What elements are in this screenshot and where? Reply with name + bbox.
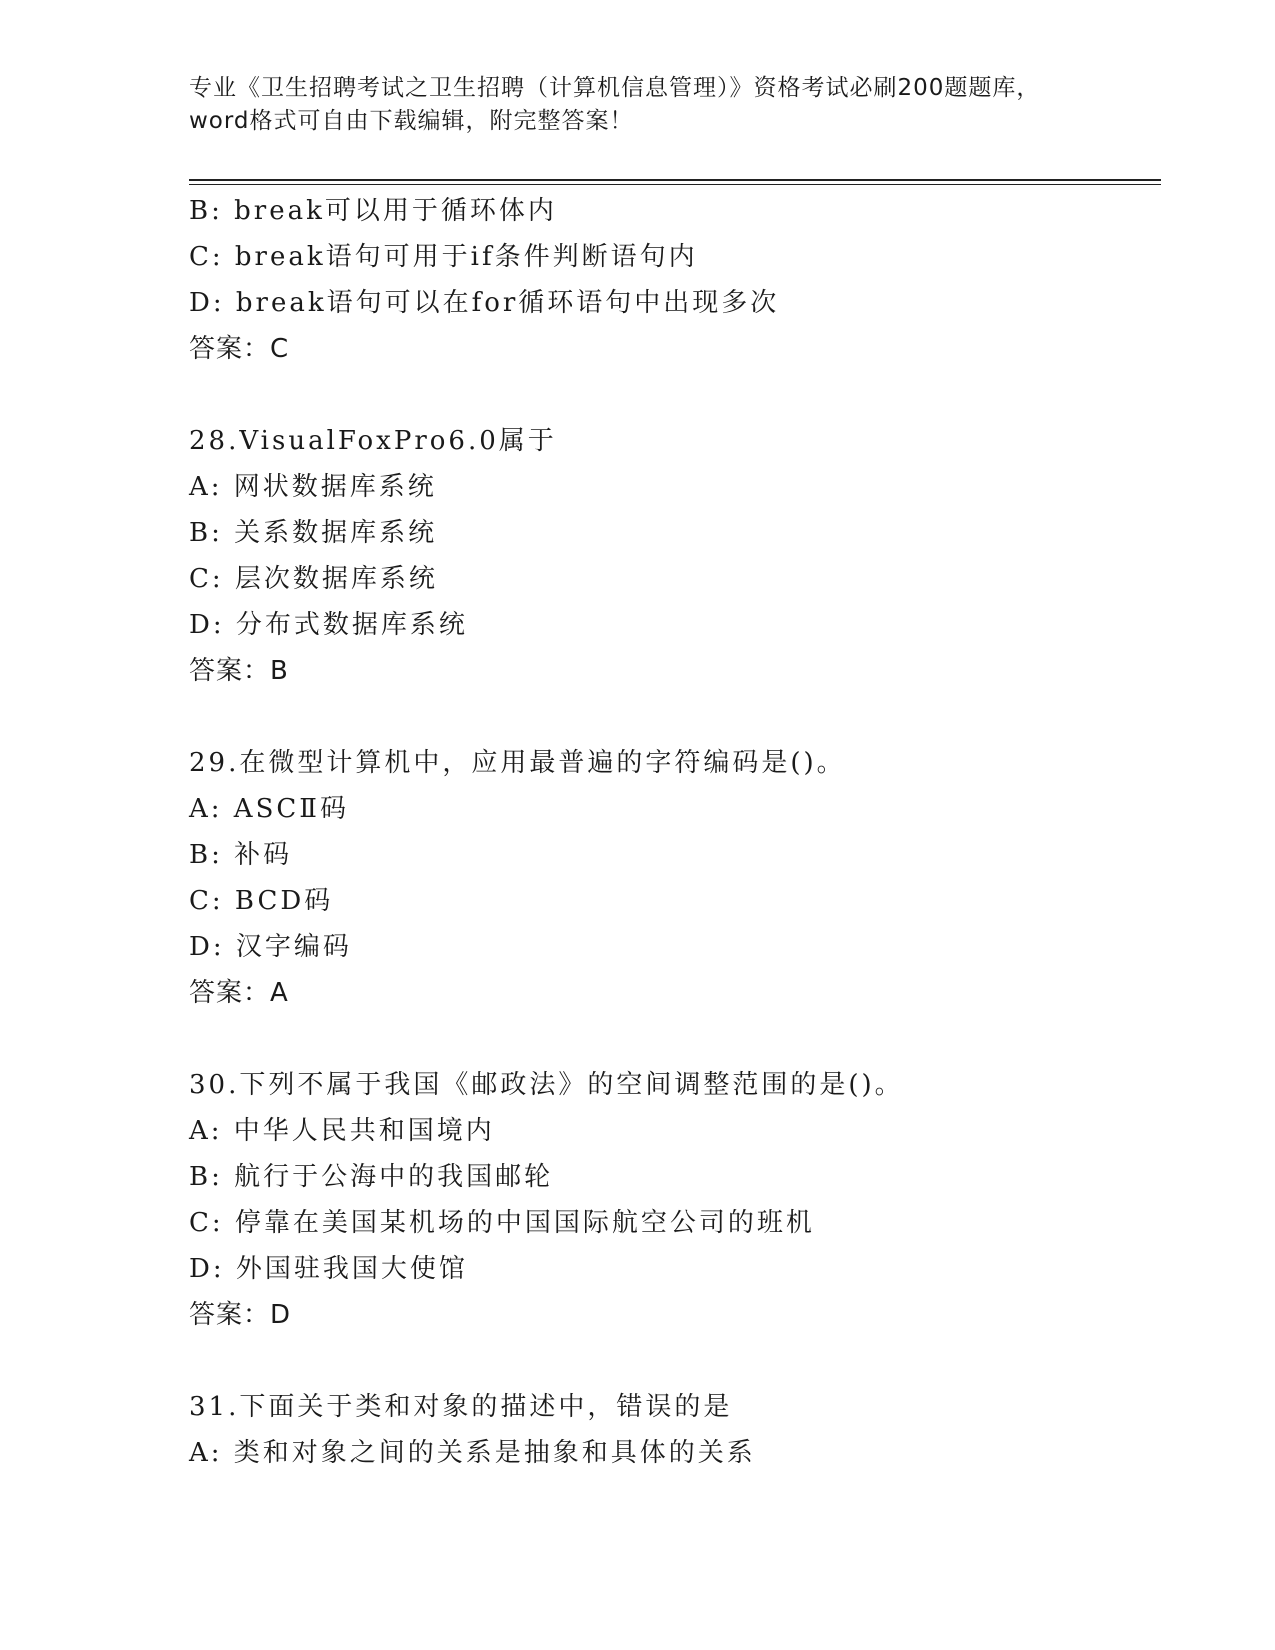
question-27-continued <box>189 188 1159 372</box>
question-31 <box>189 1384 1159 1476</box>
document-header <box>189 72 1159 138</box>
option-b: B: break可以用于循环体内 <box>189 196 557 226</box>
option-b: B: 关系数据库系统 <box>189 518 438 548</box>
option-b: B: 补码 <box>189 840 293 870</box>
option-a: A: 网状数据库系统 <box>189 472 437 502</box>
answer: 答案：A <box>189 978 289 1008</box>
option-d: D: 分布式数据库系统 <box>189 610 468 640</box>
question-list <box>189 188 1159 1476</box>
option-b: B: 航行于公海中的我国邮轮 <box>189 1162 554 1192</box>
question-30 <box>189 1062 1159 1338</box>
header-divider-thin <box>189 184 1161 185</box>
option-c: C: break语句可用于if条件判断语句内 <box>189 242 698 272</box>
option-c: C: 层次数据库系统 <box>189 564 438 594</box>
question-stem: 28.VisualFoxPro6.0属于 <box>189 426 557 456</box>
option-a: A: ASCⅡ码 <box>189 794 349 824</box>
option-d: D: 汉字编码 <box>189 932 352 962</box>
header-line-2: word格式可自由下载编辑，附完整答案！ <box>189 108 634 134</box>
option-d: D: break语句可以在for循环语句中出现多次 <box>189 288 780 318</box>
option-a: A: 中华人民共和国境内 <box>189 1116 495 1146</box>
question-stem: 30.下列不属于我国《邮政法》的空间调整范围的是()。 <box>189 1070 904 1100</box>
answer: 答案：B <box>189 656 289 686</box>
question-28 <box>189 418 1159 694</box>
option-d: D: 外国驻我国大使馆 <box>189 1254 468 1284</box>
question-29 <box>189 740 1159 1016</box>
question-stem: 29.在微型计算机中，应用最普遍的字符编码是()。 <box>189 748 846 778</box>
header-line-1: 专业《卫生招聘考试之卫生招聘（计算机信息管理）》资格考试必刷200题题库， <box>189 75 1041 101</box>
option-c: C: 停靠在美国某机场的中国国际航空公司的班机 <box>189 1208 815 1238</box>
question-stem: 31.下面关于类和对象的描述中，错误的是 <box>189 1392 733 1422</box>
answer: 答案：D <box>189 1300 292 1330</box>
option-c: C: BCD码 <box>189 886 334 916</box>
answer: 答案：C <box>189 334 290 364</box>
option-a: A: 类和对象之间的关系是抽象和具体的关系 <box>189 1438 756 1468</box>
header-divider-thick <box>189 179 1161 181</box>
